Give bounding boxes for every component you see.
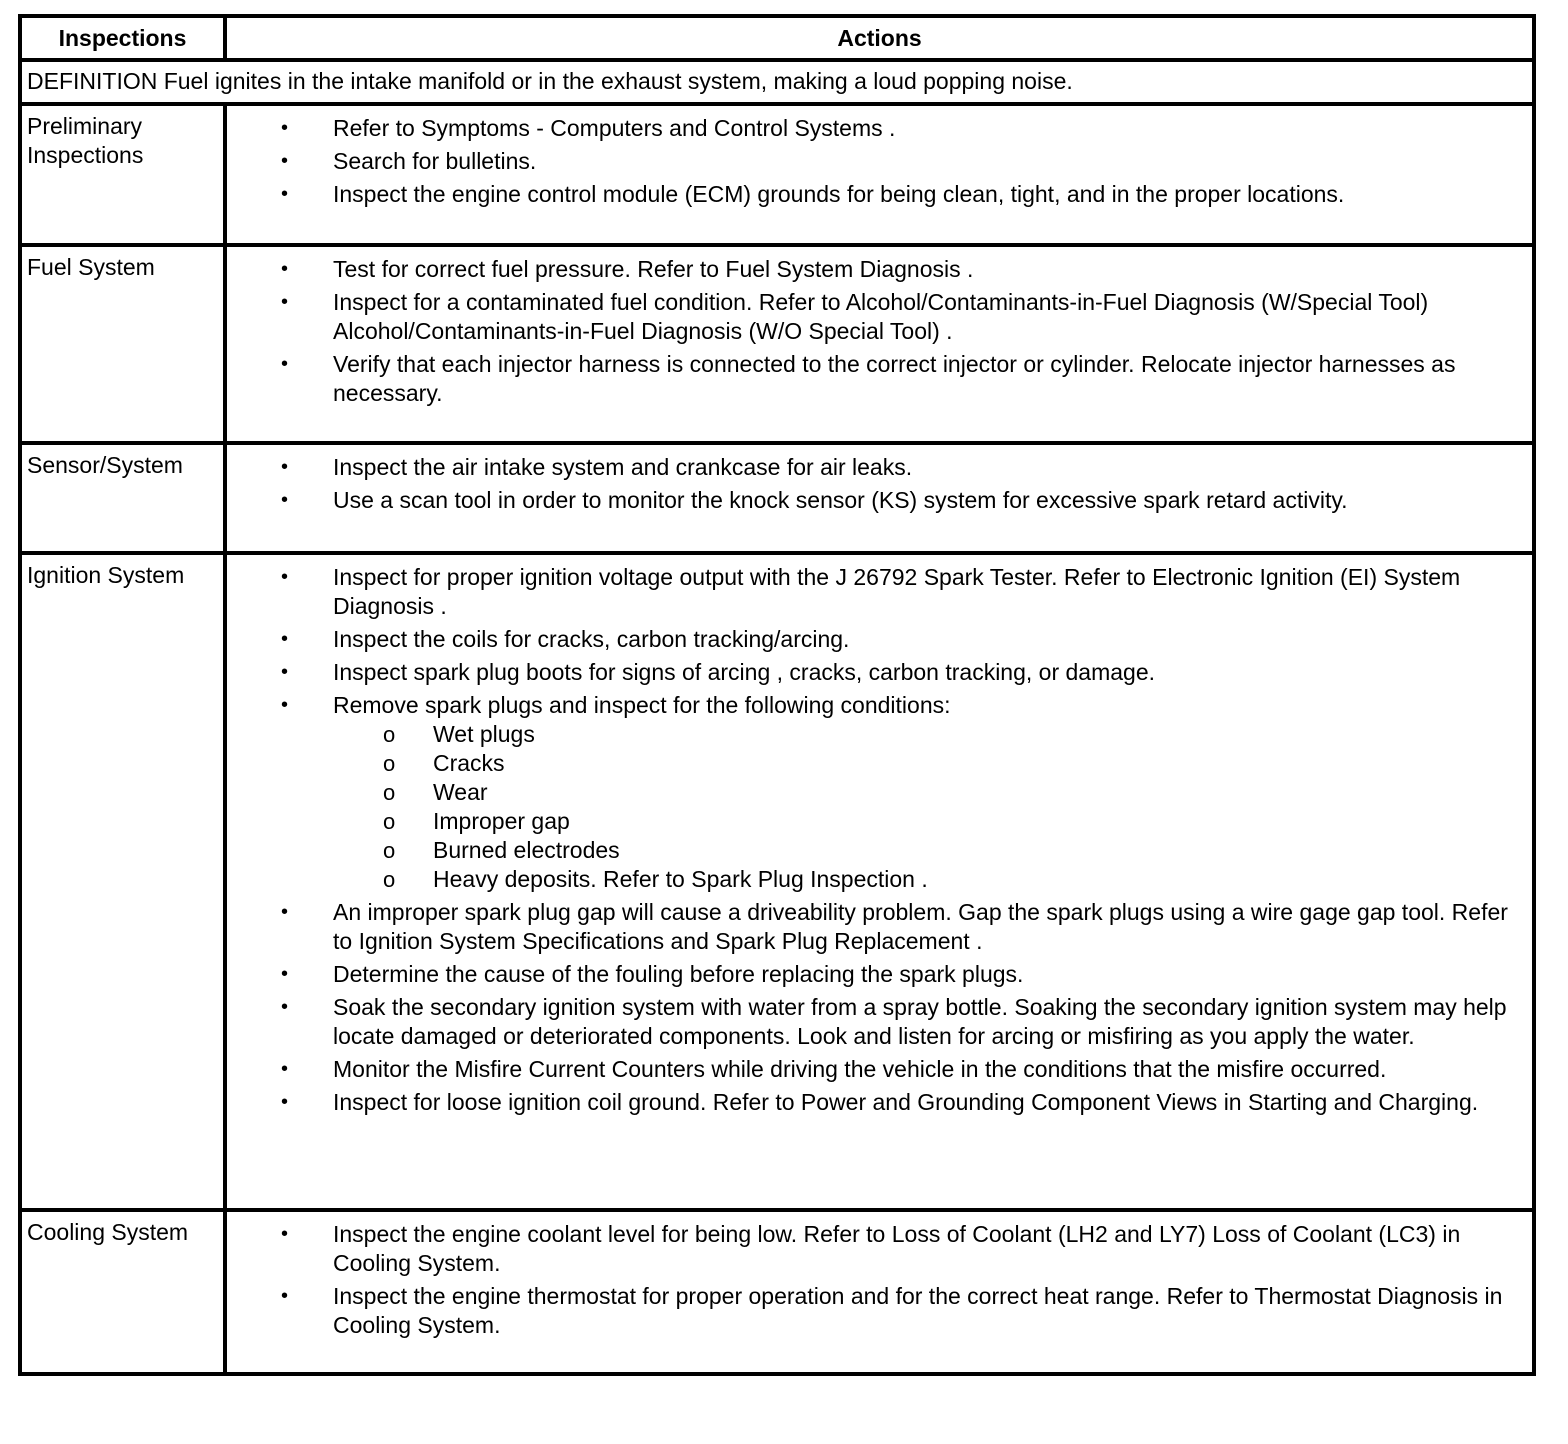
bullet-icon: • [281,183,289,205]
inspection-label: Preliminary Inspections [20,104,225,245]
condition-text: Cracks [433,750,505,776]
sub-bullet-icon: o [383,809,396,834]
bullet-icon: • [281,150,289,172]
condition-text: Wear [433,779,488,805]
sub-bullet-icon: o [383,867,396,892]
actions-cell [225,553,1534,1210]
action-text: Inspect the engine control module (ECM) grounds for being clean, tight, and in the proper locations. [333,181,1345,207]
action-text: Inspect the air intake system and crankcase for air leaks. [333,454,913,480]
action-item [227,1088,1528,1117]
bullet-icon: • [281,1285,289,1307]
action-text: Monitor the Misfire Current Counters while driving the vehicle in the conditions that the misfire occurred. [333,1056,1387,1082]
action-item [227,658,1528,687]
definition-text: DEFINITION Fuel ignites in the intake manifold or in the exhaust system, making a loud popping noise. [20,60,1534,104]
bullet-icon: • [281,694,289,716]
sub-bullet-icon: o [383,780,396,805]
action-item [227,993,1528,1051]
action-item [227,960,1528,989]
bullet-icon: • [281,291,289,313]
sub-bullet-icon: o [383,751,396,776]
action-text: Search for bulletins. [333,148,537,174]
action-text: Soak the secondary ignition system with water from a spray bottle. Soaking the secondary ignition system may help locate damaged or deteriorated components. Look and listen for arcing or misfiring as you apply the water. [333,994,1507,1049]
action-item [227,1055,1528,1084]
action-item [227,255,1528,284]
action-item [227,147,1528,176]
action-item [227,486,1528,515]
header-row [20,16,1534,60]
condition-item [333,807,1528,836]
table-row-cooling-system [20,1210,1534,1374]
action-text: Inspect for loose ignition coil ground. Refer to Power and Grounding Component Views in Starting and Charging. [333,1089,1479,1115]
action-item [227,114,1528,143]
action-text: An improper spark plug gap will cause a driveability problem. Gap the spark plugs using a wire gage gap tool. Refer to Ignition System Specifications and Spark Plug Replacement . [333,899,1508,954]
bullet-icon: • [281,1091,289,1113]
condition-item [333,720,1528,749]
condition-text: Improper gap [433,808,570,834]
action-text: Refer to Symptoms - Computers and Control Systems . [333,115,896,141]
bullet-icon: • [281,661,289,683]
action-text: Inspect for a contaminated fuel condition. Refer to Alcohol/Contaminants-in-Fuel Diagnosis (W/Special Tool) Alcohol/Contaminants-in-Fuel Diagnosis (W/O Special Tool) . [333,289,1429,344]
bullet-icon: • [281,258,289,280]
condition-item [333,865,1528,894]
sub-bullet-icon: o [383,722,396,747]
inspection-label: Fuel System [20,245,225,443]
diagnostic-table-sheet [18,14,1532,1376]
action-item [227,350,1528,408]
bullet-icon: • [281,963,289,985]
condition-text: Wet plugs [433,721,535,747]
actions-cell [225,443,1534,553]
table-row-preliminary [20,104,1534,245]
action-item [227,180,1528,209]
diagnostic-table [18,14,1536,1376]
table-row-sensor-system [20,443,1534,553]
action-item [227,625,1528,654]
bullet-icon: • [281,1058,289,1080]
action-item [227,288,1528,346]
actions-cell [225,1210,1534,1374]
bullet-icon: • [281,353,289,375]
action-text: Inspect spark plug boots for signs of arcing , cracks, carbon tracking, or damage. [333,659,1156,685]
conditions-list [333,720,1528,894]
header-inspections: Inspections [20,16,225,60]
action-item [227,1282,1528,1340]
table-row-fuel-system [20,245,1534,443]
action-item [227,563,1528,621]
action-text: Inspect the coils for cracks, carbon tracking/arcing. [333,626,850,652]
definition-row [20,60,1534,104]
action-item [227,453,1528,482]
condition-text: Burned electrodes [433,837,620,863]
bullet-icon: • [281,1223,289,1245]
bullet-icon: • [281,566,289,588]
actions-cell [225,245,1534,443]
condition-item [333,836,1528,865]
bullet-icon: • [281,456,289,478]
bullet-icon: • [281,117,289,139]
action-text: Verify that each injector harness is connected to the correct injector or cylinder. Relocate injector harnesses as necessary. [333,351,1456,406]
inspection-label: Cooling System [20,1210,225,1374]
action-item [227,691,1528,894]
condition-text: Heavy deposits. Refer to Spark Plug Inspection . [433,866,928,892]
inspection-label: Ignition System [20,553,225,1210]
action-text: Use a scan tool in order to monitor the knock sensor (KS) system for excessive spark retard activity. [333,487,1348,513]
header-actions: Actions [225,16,1534,60]
inspection-label: Sensor/System [20,443,225,553]
action-text: Inspect the engine thermostat for proper operation and for the correct heat range. Refer to Thermostat Diagnosis in Cooling System. [333,1283,1503,1338]
table-row-ignition-system [20,553,1534,1210]
action-item [227,1220,1528,1278]
bullet-icon: • [281,901,289,923]
action-item [227,898,1528,956]
action-text: Remove spark plugs and inspect for the following conditions: [333,692,951,718]
action-text: Inspect the engine coolant level for being low. Refer to Loss of Coolant (LH2 and LY7) Loss of Coolant (LC3) in Cooling System. [333,1221,1461,1276]
action-text: Inspect for proper ignition voltage output with the J 26792 Spark Tester. Refer to Electronic Ignition (EI) System Diagnosis . [333,564,1461,619]
sub-bullet-icon: o [383,838,396,863]
bullet-icon: • [281,996,289,1018]
bullet-icon: • [281,489,289,511]
action-text: Determine the cause of the fouling before replacing the spark plugs. [333,961,1024,987]
actions-cell [225,104,1534,245]
condition-item [333,749,1528,778]
condition-item [333,778,1528,807]
bullet-icon: • [281,628,289,650]
action-text: Test for correct fuel pressure. Refer to Fuel System Diagnosis . [333,256,974,282]
